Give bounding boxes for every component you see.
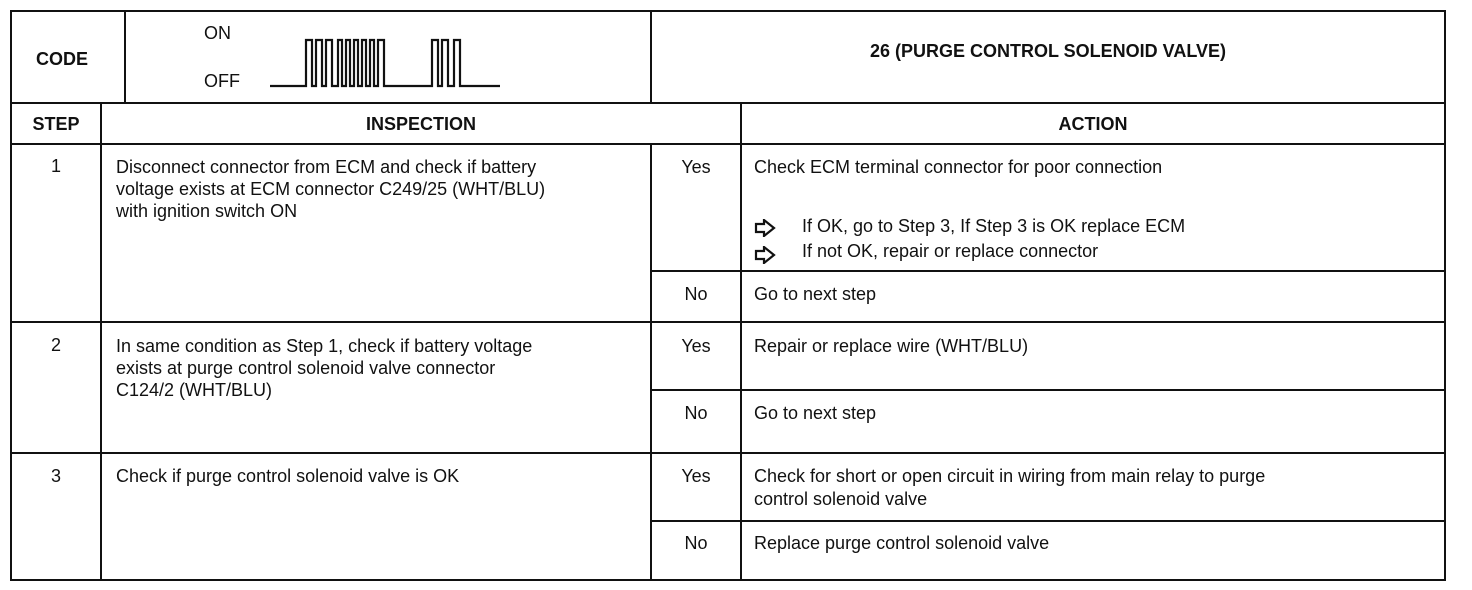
arrow-icon (754, 246, 776, 264)
inspection-text: Disconnect connector from ECM and check if battery (116, 157, 537, 177)
step1-divider (12, 321, 1444, 323)
action-text: Go to next step (754, 403, 877, 423)
inspection-text: with ignition switch ON (116, 201, 298, 221)
inspection-text: C124/2 (WHT/BLU) (116, 380, 273, 400)
signal-on-label: ON (204, 23, 231, 43)
inspection-text: voltage exists at ECM connector C249/25 (WHT/BLU) (116, 179, 546, 199)
no-label: No (684, 403, 708, 423)
action-column-header: ACTION (1058, 114, 1128, 134)
action-text: control solenoid valve (754, 489, 928, 509)
action-text: Go to next step (754, 284, 877, 304)
step-number: 2 (50, 335, 61, 355)
yes-label: Yes (681, 157, 711, 177)
column-header-divider (12, 143, 1444, 145)
step-number: 1 (50, 156, 61, 176)
inspection-text: In same condition as Step 1, check if battery voltage (116, 336, 533, 356)
action-bullet-text: If OK, go to Step 3, If Step 3 is OK replace ECM (802, 216, 1186, 236)
no-label: No (684, 284, 708, 304)
header-divider (12, 102, 1444, 104)
code-label: CODE (36, 49, 89, 69)
step-number: 3 (50, 466, 61, 486)
action-text: Replace purge control solenoid valve (754, 533, 1050, 553)
arrow-icon (754, 219, 776, 237)
yes-label: Yes (681, 466, 711, 486)
inspection-column-divider (650, 143, 652, 579)
inspection-column-header: INSPECTION (365, 114, 476, 134)
diagnostic-table (10, 10, 1446, 581)
code-signal-waveform (270, 28, 502, 92)
action-text: Repair or replace wire (WHT/BLU) (754, 336, 1029, 356)
step2-yes-no-divider (652, 389, 1444, 391)
no-label: No (684, 533, 708, 553)
inspection-text: Check if purge control solenoid valve is OK (116, 466, 460, 486)
step-column-header: STEP (32, 114, 80, 134)
step1-yes-no-divider (652, 270, 1444, 272)
code-title: 26 (PURGE CONTROL SOLENOID VALVE) (869, 41, 1227, 61)
step3-yes-no-divider (652, 520, 1444, 522)
action-text: Check for short or open circuit in wiring from main relay to purge (754, 466, 1266, 486)
code-label-divider (124, 12, 126, 102)
yes-label: Yes (681, 336, 711, 356)
signal-off-label: OFF (204, 71, 240, 91)
action-bullet-text: If not OK, repair or replace connector (802, 241, 1099, 261)
inspection-text: exists at purge control solenoid valve connector (116, 358, 496, 378)
step-column-divider (100, 102, 102, 579)
action-text: Check ECM terminal connector for poor connection (754, 157, 1163, 177)
action-column-divider (740, 102, 742, 579)
step2-divider (12, 452, 1444, 454)
